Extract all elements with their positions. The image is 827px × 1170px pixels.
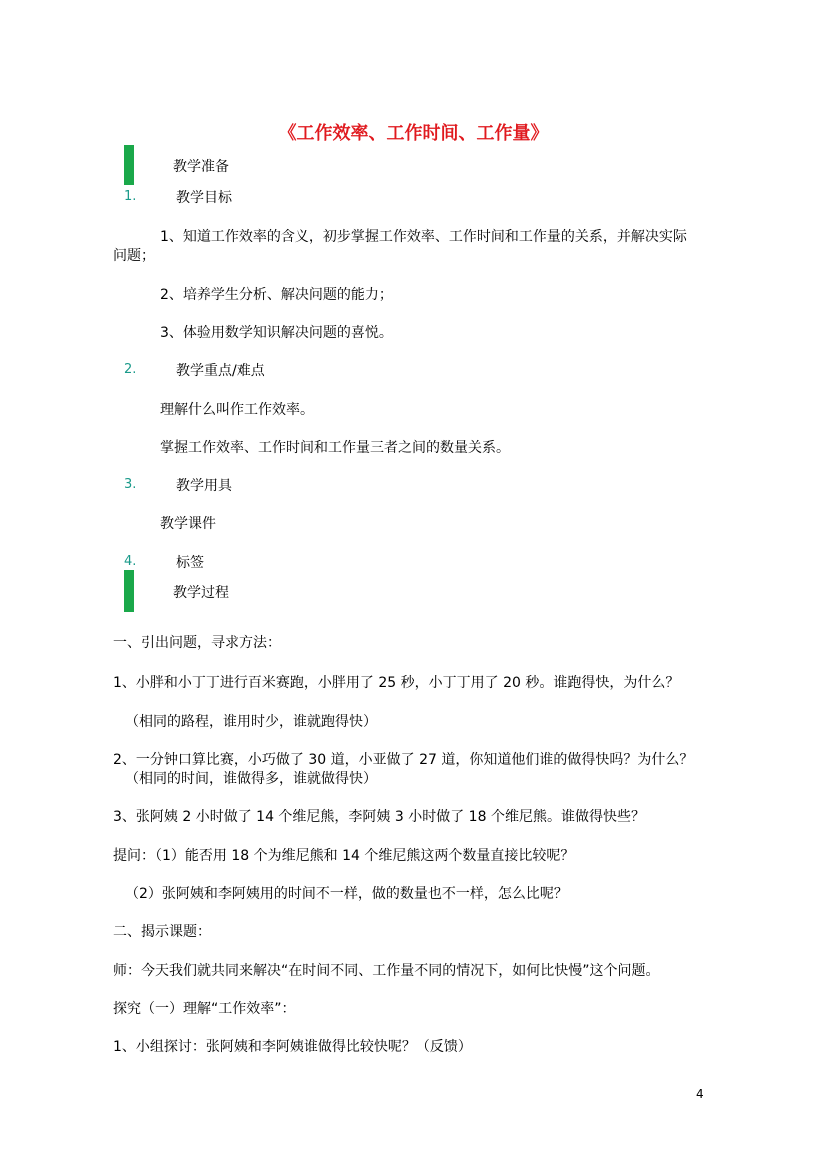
keypoint-2: 掌握工作效率、工作时间和工作量三者之间的数量关系。 xyxy=(160,440,510,456)
goal-3: 3、体验用数学知识解决问题的喜悦。 xyxy=(160,325,393,341)
body-paragraph: 一、引出问题，寻求方法： xyxy=(113,635,281,651)
section-heading-process: 教学过程 xyxy=(173,585,229,601)
item-number: 3. xyxy=(124,477,137,492)
goal-1-line1: 1、知道工作效率的含义，初步掌握工作效率、工作时间和工作量的关系，并解决实际 xyxy=(160,229,687,245)
body-paragraph: 1、小胖和小丁丁进行百米赛跑，小胖用了 25 秒，小丁丁用了 20 秒。谁跑得快，为什么？ xyxy=(113,675,680,691)
body-paragraph: （相同的时间，谁做得多，谁就做得快） xyxy=(125,771,377,787)
section-marker-bar xyxy=(124,145,134,185)
keypoint-1: 理解什么叫作工作效率。 xyxy=(160,402,314,418)
item-label-tags: 标签 xyxy=(176,555,204,571)
item-label-tools: 教学用具 xyxy=(176,478,232,494)
body-paragraph: 探究（一）理解“工作效率”： xyxy=(113,1001,296,1017)
body-paragraph: 师：今天我们就共同来解决“在时间不同、工作量不同的情况下，如何比快慢”这个问题。 xyxy=(113,963,660,979)
body-paragraph: （2）张阿姨和李阿姨用的时间不一样，做的数量也不一样，怎么比呢？ xyxy=(125,886,568,902)
body-paragraph: 二、揭示课题： xyxy=(113,924,211,940)
item-label-keypoints: 教学重点/难点 xyxy=(176,363,265,379)
document-title: 《工作效率、工作时间、工作量》 xyxy=(278,123,549,144)
goal-2: 2、培养学生分析、解决问题的能力； xyxy=(160,287,393,303)
body-paragraph: （相同的路程，谁用时少，谁就跑得快） xyxy=(125,714,377,730)
item-number: 4. xyxy=(124,554,137,569)
section-marker-bar xyxy=(124,570,134,612)
item-number: 2. xyxy=(124,362,137,377)
tool-1: 教学课件 xyxy=(160,516,216,532)
item-number: 1. xyxy=(124,189,137,204)
item-label-goals: 教学目标 xyxy=(176,190,232,206)
body-paragraph: 3、张阿姨 2 小时做了 14 个维尼熊，李阿姨 3 小时做了 18 个维尼熊。谁做得快些？ xyxy=(113,809,645,825)
body-paragraph: 2、一分钟口算比赛，小巧做了 30 道，小亚做了 27 道，你知道他们谁的做得快吗？为什么？ xyxy=(113,752,694,768)
body-paragraph: 1、小组探讨：张阿姨和李阿姨谁做得比较快呢？（反馈） xyxy=(113,1039,472,1055)
goal-1-line2: 问题； xyxy=(113,248,155,264)
body-paragraph: 提问：（1）能否用 18 个为维尼熊和 14 个维尼熊这两个数量直接比较呢？ xyxy=(113,848,575,864)
page-number: 4 xyxy=(696,1087,704,1101)
section-heading-prep: 教学准备 xyxy=(173,159,229,175)
